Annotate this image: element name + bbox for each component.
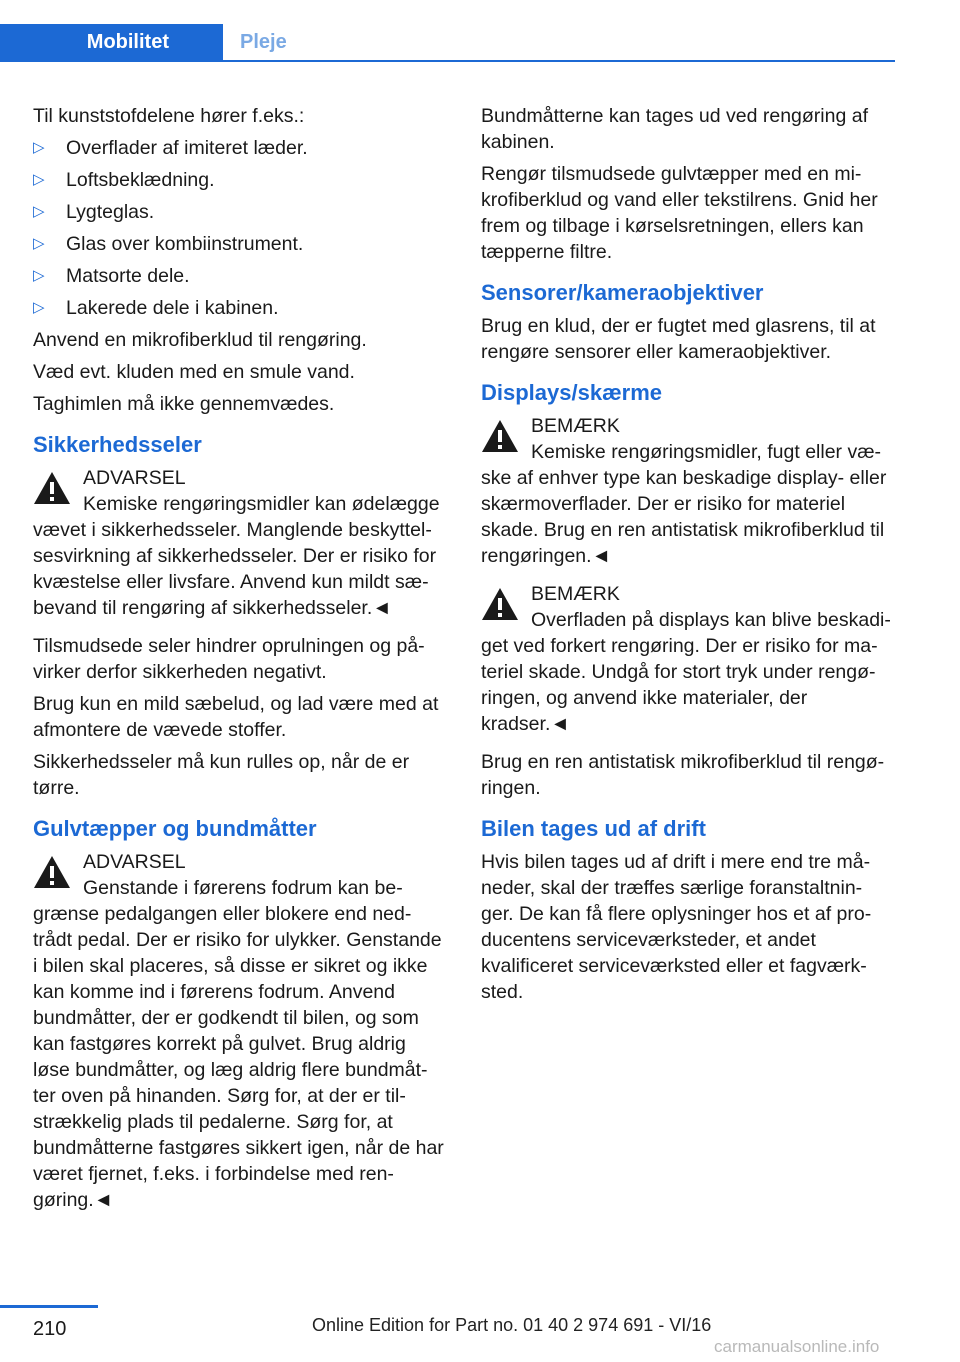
tab-underline	[0, 60, 895, 62]
section-heading-displays: Displays/skærme	[481, 380, 662, 405]
list-item-text: Overflader af imiteret læder.	[66, 137, 308, 159]
warning-triangle-icon	[33, 855, 71, 889]
left-column	[33, 103, 448, 1225]
note-text: get ved forkert rengøring. Der er risiko for ma- teriel skade. Undgå for stort tryk under rengø- ringen, og anvend ikke materialer, der kradser.◄	[481, 635, 878, 735]
triangle-right-icon: ▷	[33, 299, 45, 316]
list-item-text: Matsorte dele.	[66, 265, 190, 287]
paragraph: Sikkerhedsseler må kun rulles op, når de er tørre.	[33, 751, 410, 799]
note-text: ske af enhver type kan beskadige display- eller skærmoverflader. Der er risiko for materiel skade. Brug en ren antistatisk mikrofiberklud til rengøringen.◄	[481, 467, 887, 567]
paragraph: Tilsmudsede seler hindrer oprulningen og på- virker derfor sikkerheden negativt.	[33, 635, 425, 683]
paragraph: Anvend en mikrofiberklud til rengøring.	[33, 329, 367, 351]
note-text-first-line: Kemiske rengøringsmidler, fugt eller væ-	[531, 441, 882, 463]
warning-triangle-icon	[33, 471, 71, 505]
section-heading-storage: Bilen tages ud af drift	[481, 816, 706, 841]
section-heading-seat-belts: Sikkerhedsseler	[33, 432, 202, 457]
note-text: grænse pedalgangen eller blokere end ned- trådt pedal. Der er risiko for ulykker. Genstande i bilen skal placeres, så disse er sikret og ikke kan komme ind i førerens fodrum. Anvend bundmåtter, der er godkendt til bilen, og som kan fastgøres korrekt på gulvet. Brug aldrig løse bundmåtter, og læg aldrig flere bundmåt- ter oven på hinanden. Sørg for, at der er til- strækkelig plads til pedalerne. Sørg for, at bundmåtterne fastgøres sikkert igen, når de har været fjernet, f.eks. i forbindelse med ren- gøring.◄	[33, 903, 444, 1211]
list-item	[33, 263, 448, 289]
tab-pleje[interactable]: Pleje	[240, 31, 287, 53]
paragraph: Rengør tilsmudsede gulvtæpper med en mi- krofiberklud og vand eller tekstilrens. Gnid her frem og tilbage i kørselsretningen, ellers kan tæpperne filtre.	[481, 163, 878, 263]
caution-note	[481, 413, 896, 569]
triangle-right-icon: ▷	[33, 267, 45, 284]
warning-triangle-icon	[481, 587, 519, 621]
note-text-first-line: Kemiske rengøringsmidler kan ødelægge	[83, 493, 440, 515]
list-item-text: Glas over kombiinstrument.	[66, 233, 304, 255]
triangle-right-icon: ▷	[33, 171, 45, 188]
paragraph: Brug en ren antistatisk mikrofiberklud til rengø- ringen.	[481, 751, 885, 799]
warning-note	[33, 465, 448, 621]
note-text-first-line: Genstande i førerens fodrum kan be-	[83, 877, 403, 899]
list-item-text: Lakerede dele i kabinen.	[66, 297, 279, 319]
section-tabs	[0, 24, 895, 62]
list-item	[33, 295, 448, 321]
paragraph: Taghimlen må ikke gennemvædes.	[33, 393, 335, 415]
edition-note: Online Edition for Part no. 01 40 2 974 691 - VI/16	[312, 1315, 712, 1335]
section-heading-floor-mats: Gulvtæpper og bundmåtter	[33, 816, 317, 841]
page-number: 210	[33, 1318, 67, 1340]
paragraph: Hvis bilen tages ud af drift i mere end tre må- neder, skal der træffes særlige foranstaltnin- ger. De kan få flere oplysninger hos et af pro- ducentens serviceværksteder, et andet kvalificeret serviceværksted eller et fagværk- sted.	[481, 851, 872, 1003]
paragraph: Bundmåtterne kan tages ud ved rengøring af kabinen.	[481, 105, 868, 153]
triangle-right-icon: ▷	[33, 235, 45, 252]
watermark: carmanualsonline.info	[714, 1337, 880, 1356]
tab-mobilitet[interactable]: Mobilitet	[0, 24, 187, 60]
caution-note	[481, 581, 896, 737]
note-label: ADVARSEL	[83, 467, 186, 489]
paragraph: Brug kun en mild sæbelud, og lad være med at afmontere de vævede stoffer.	[33, 693, 439, 741]
note-label: BEMÆRK	[531, 583, 620, 605]
warning-note	[33, 849, 448, 1213]
list-item-text: Loftsbeklædning.	[66, 169, 215, 191]
section-heading-sensors: Sensorer/kameraobjektiver	[481, 280, 764, 305]
tab-active-edge	[187, 24, 223, 60]
note-label: ADVARSEL	[83, 851, 186, 873]
list-item	[33, 231, 448, 257]
list-item	[33, 135, 448, 161]
intro-text: Til kunststofdelene hører f.eks.:	[33, 105, 305, 127]
list-item	[33, 167, 448, 193]
warning-triangle-icon	[481, 419, 519, 453]
triangle-right-icon: ▷	[33, 203, 45, 220]
note-text: vævet i sikkerhedsseler. Manglende beskyttel- sesvirkning af sikkerhedsseler. Der er risiko for kvæstelse eller livsfare. Anvend kun mildt sæ- bevand til rengøring af sikkerhedsseler.◄	[33, 519, 437, 619]
footer-rule	[0, 1305, 98, 1308]
paragraph: Væd evt. kluden med en smule vand.	[33, 361, 355, 383]
paragraph: Brug en klud, der er fugtet med glasrens, til at rengøre sensorer eller kameraobjektiver.	[481, 315, 876, 363]
list-item-text: Lygteglas.	[66, 201, 155, 223]
note-label: BEMÆRK	[531, 415, 620, 437]
note-text-first-line: Overfladen på displays kan blive beskadi-	[531, 609, 891, 631]
right-column	[481, 103, 896, 1011]
list-item	[33, 199, 448, 225]
triangle-right-icon: ▷	[33, 139, 45, 156]
